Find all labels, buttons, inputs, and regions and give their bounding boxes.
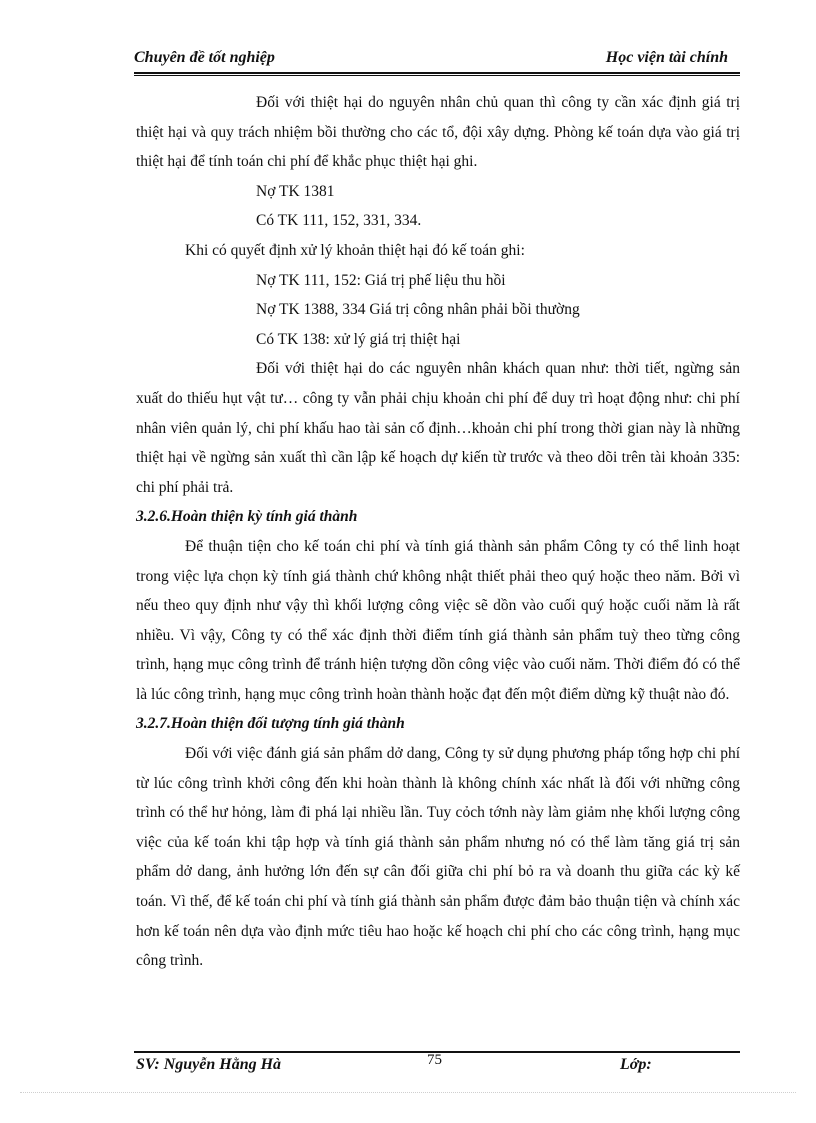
paragraph-objective-damage: Đối với thiệt hại do các nguyên nhân khách quan như: thời tiết, ngừng sản xuất do thiếu hụt vật tư… công ty vẫn phải chịu khoản chi phí để duy trì hoạt động như: chi phí nhân viên quản lý, chi phí khấu hao tài sản cố định…khoản chi phí trong thời gian này là những thiệt hại về ngừng sản xuất thì cần lập kế hoạch dự kiến từ trước và theo dõi trên tài khoản 335: chi phí phải trả.	[136, 360, 740, 496]
line-decision: Khi có quyết định xử lý khoản thiệt hại đó kế toán ghi:	[185, 241, 525, 259]
footer-student: SV: Nguyễn Hằng Hà	[136, 1056, 282, 1073]
entry-credit-111: Có TK 111, 152, 331, 334.	[256, 212, 422, 230]
header-title-left: Chuyên đề tốt nghiệp	[134, 49, 275, 66]
entry-debit-111-152: Nợ TK 111, 152: Giá trị phế liệu thu hồi	[256, 271, 506, 289]
page-header	[134, 46, 740, 74]
section-heading-326: 3.2.6.Hoàn thiện kỳ tính giá thành	[136, 508, 358, 526]
header-title-right: Học viện tài chính	[605, 49, 728, 66]
footer-class: Lớp:	[620, 1056, 652, 1073]
entry-credit-138: Có TK 138: xử lý giá trị thiệt hại	[256, 330, 461, 348]
paragraph-subjective-damage: Đối với thiệt hại do nguyên nhân chủ quan thì công ty cần xác định giá trị thiệt hại và quy trách nhiệm bồi thường cho các tổ, đội xây dựng. Phòng kế toán dựa vào giá trị thiệt hại để tính toán chi phí để khắc phục thiệt hại ghi.	[136, 94, 740, 171]
entry-debit-1388: Nợ TK 1388, 334 Giá trị công nhân phải bồi thường	[256, 301, 580, 319]
paragraph-costing-period: Để thuận tiện cho kế toán chi phí và tính giá thành sản phẩm Công ty có thể linh hoạt trong việc lựa chọn kỳ tính giá thành chứ không nhật thiết phải theo quý hoặc theo năm. Bởi vì nếu theo quy định như vậy thì khối lượng công việc sẽ dồn vào cuối quý hoặc cuối năm là rất nhiều. Vì vậy, Công ty có thể xác định thời điểm tính giá thành sản phẩm tuỳ theo từng công trình, hạng mục công trình để tránh hiện tượng dồn công việc vào cuối năm. Thời điểm đó có thể là lúc công trình, hạng mục công trình hoàn thành hoặc đạt đến một điểm dừng kỹ thuật nào đó.	[136, 537, 740, 703]
header-rule	[134, 75, 740, 76]
paragraph-costing-object: Đối với việc đánh giá sản phẩm dở dang, Công ty sử dụng phương pháp tổng hợp chi phí từ lúc công trình khởi công đến khi hoàn thành là không chính xác nhất là đối với những công trình có thể hư hỏng, làm đi phá lại nhiều lần. Tuy cỏch tớnh này làm giảm nhẹ khối lượng công việc của kế toán khi tập hợp và tính giá thành sản phẩm nhưng nó có thể làm tăng giá trị sản phẩm dở dang, ảnh hưởng lớn đến sự cân đối giữa chi phí bỏ ra và doanh thu giữa các kỳ kế toán. Vì thế, để kế toán chi phí và tính giá thành sản phẩm được đảm bảo thuận tiện và chính xác hơn kế toán nên dựa vào định mức tiêu hao hoặc kế hoạch chi phí cho các công trình, hạng mục công trình.	[136, 745, 740, 970]
section-heading-327: 3.2.7.Hoàn thiện đối tượng tính giá thành	[136, 715, 405, 733]
document-body	[136, 88, 740, 976]
page-number: 75	[427, 1052, 442, 1068]
entry-debit-1381: Nợ TK 1381	[256, 182, 335, 200]
page-edge-dotted-line	[20, 1092, 796, 1093]
